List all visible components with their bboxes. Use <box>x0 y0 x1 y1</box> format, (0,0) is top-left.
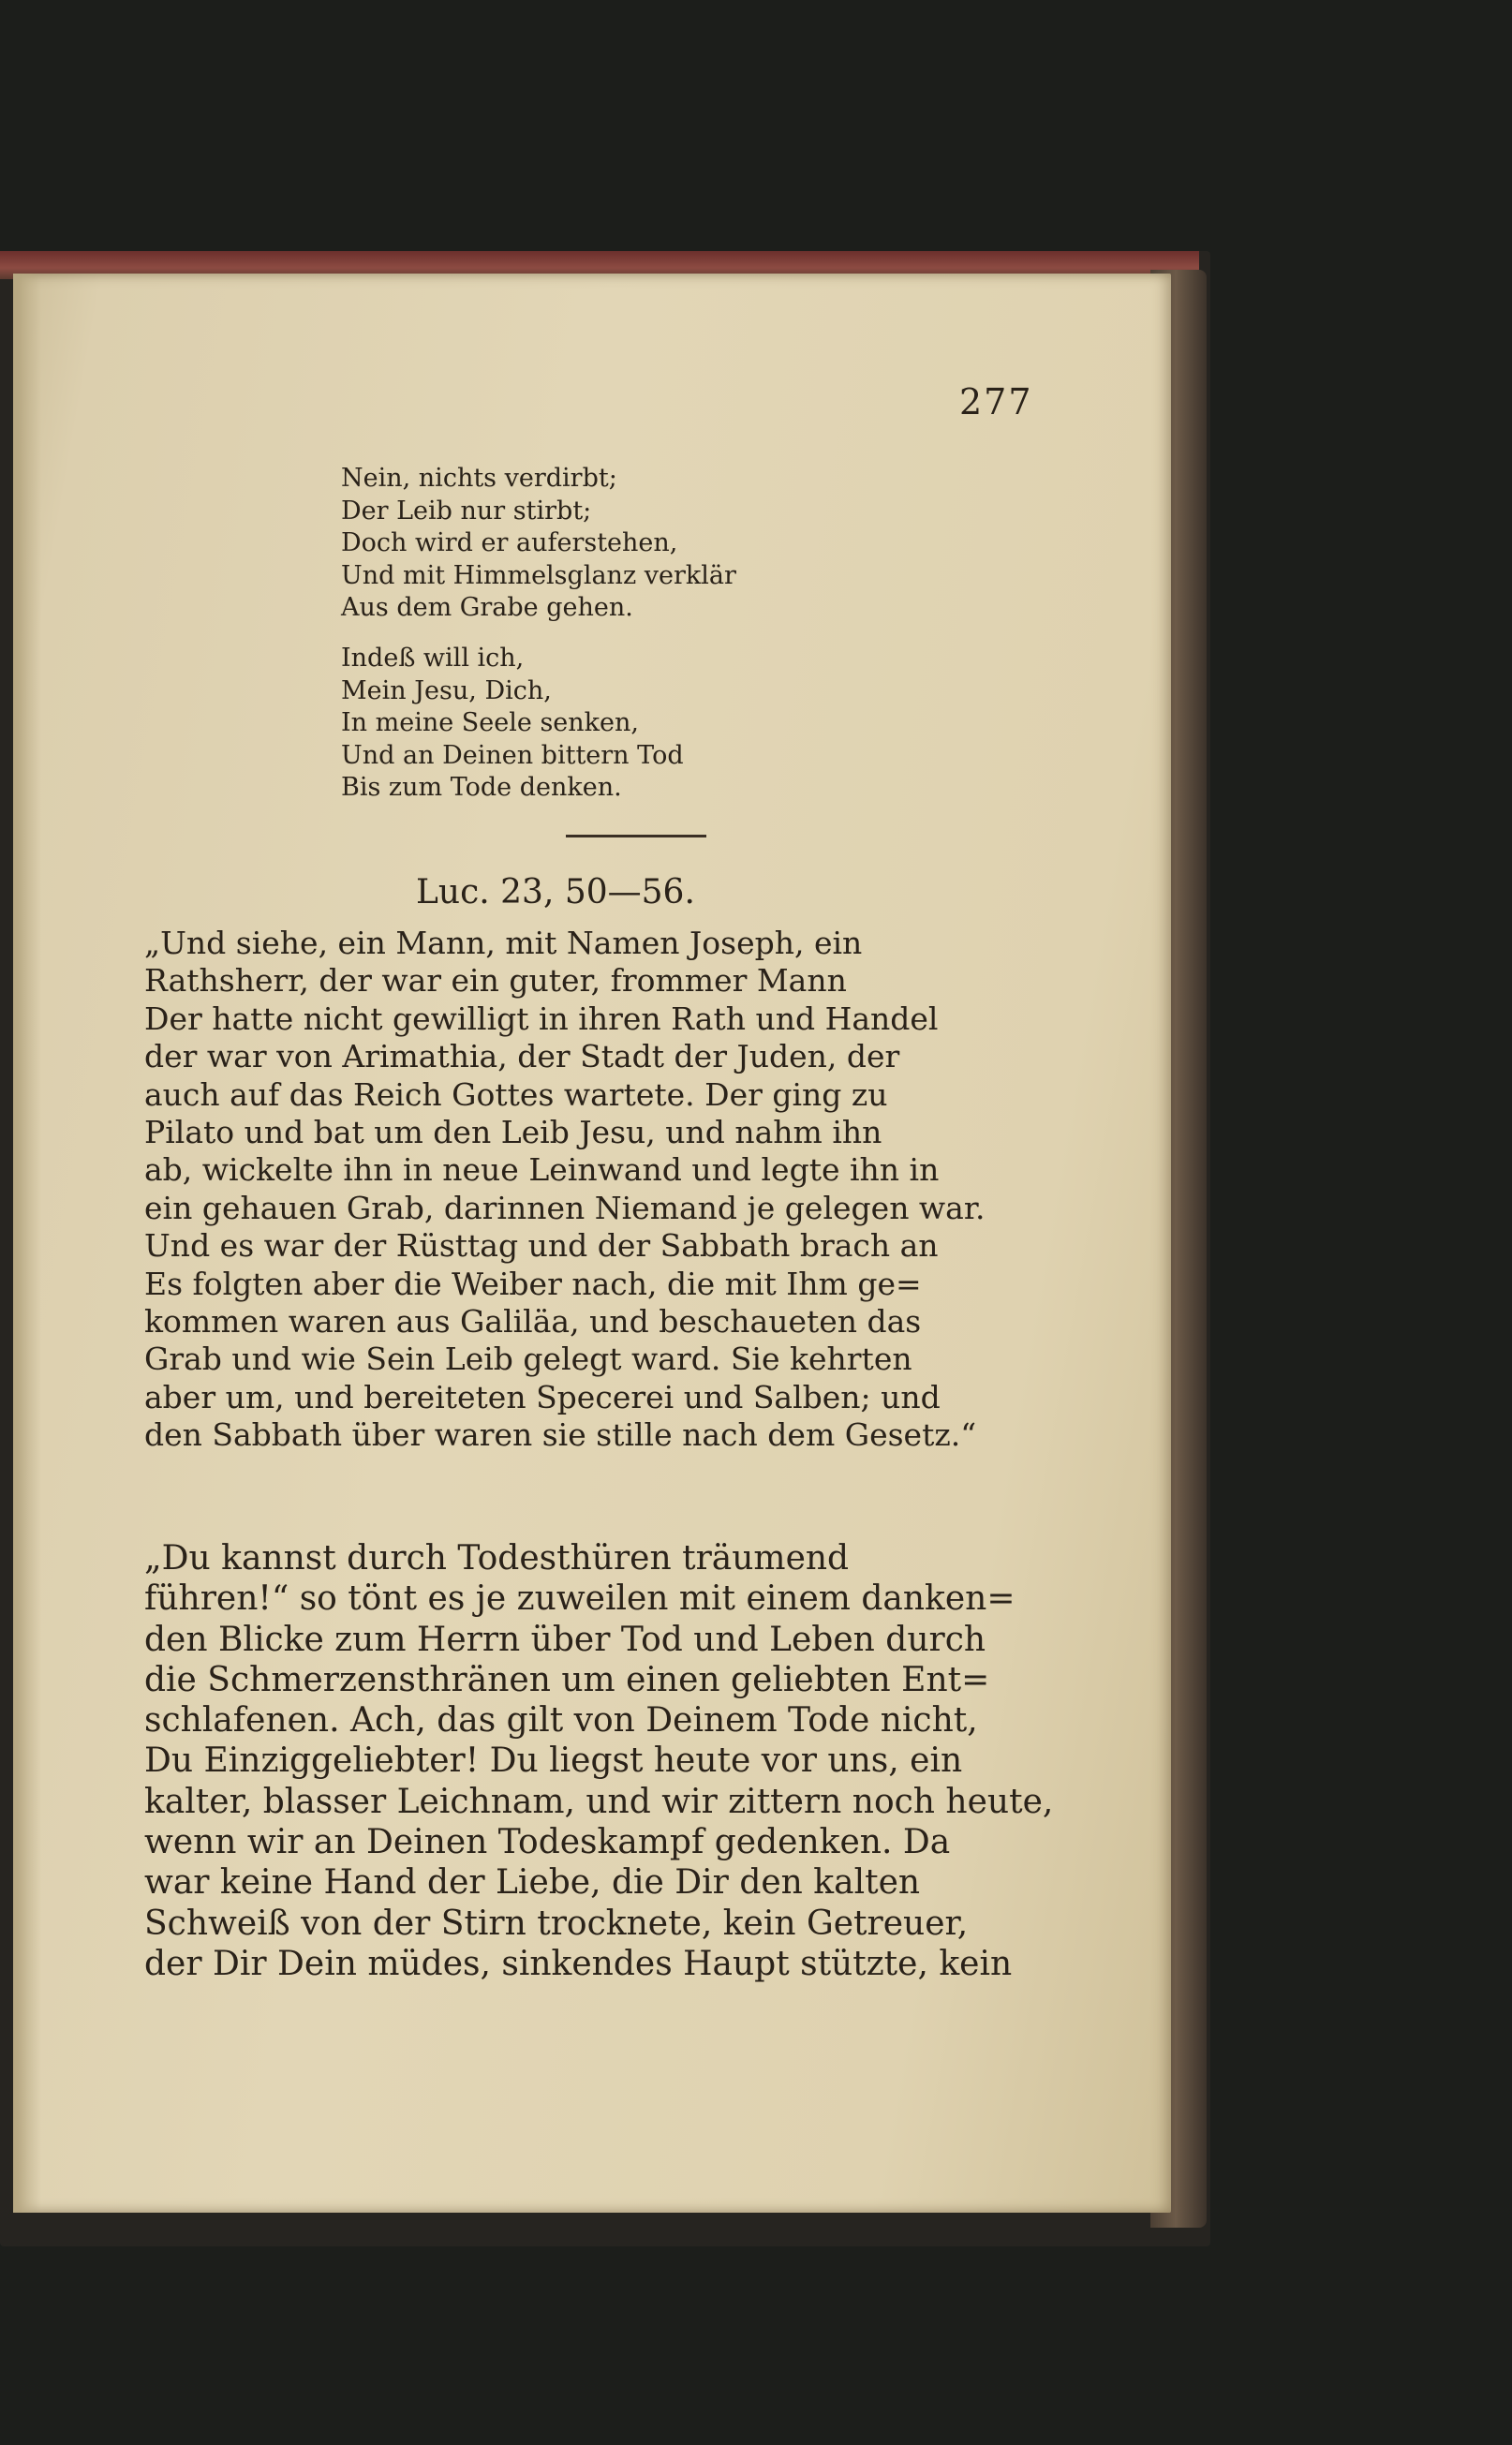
text-line: Grab und wie Sein Leib gelegt ward. Sie kehrten <box>144 1341 912 1378</box>
text-line: kommen waren aus Galiläa, und beschaueten das <box>144 1303 922 1341</box>
text-line: schlafenen. Ach, das gilt von Deinem Tode nicht, <box>144 1701 978 1741</box>
text-line: den Sabbath über waren sie stille nach dem Gesetz.“ <box>144 1416 977 1454</box>
text-line: „Du kannst durch Todesthüren träumend <box>144 1539 850 1578</box>
text-line: ein gehauen Grab, darinnen Niemand je gelegen war. <box>144 1189 986 1226</box>
text-line: Schweiß von der Stirn trocknete, kein Getreuer, <box>144 1904 969 1943</box>
text-line: den Blicke zum Herrn über Tod und Leben durch <box>144 1620 986 1659</box>
poem-stanza-1 <box>341 463 736 625</box>
poem-line: Nein, nichts verdirbt; <box>341 464 617 493</box>
text-line: kalter, blasser Leichnam, und wir zittern noch heute, <box>144 1782 1054 1821</box>
text-line: Pilato und bat um den Leib Jesu, und nahm ihn <box>144 1114 882 1151</box>
scripture-reference: Luc. 23, 50—56. <box>416 873 695 911</box>
text-line: wenn wir an Deinen Todeskampf gedenken. Da <box>144 1823 951 1862</box>
poem-line: Doch wird er auferstehen, <box>341 528 678 557</box>
section-divider <box>566 835 706 837</box>
text-line: Rathsherr, der war ein guter, frommer Mann <box>144 962 847 1000</box>
page-number: 277 <box>959 381 1033 422</box>
text-line: aber um, und bereiteten Specerei und Salben; und <box>144 1378 941 1415</box>
poem-line: Und an Deinen bittern Tod <box>341 740 684 770</box>
text-line: war keine Hand der Liebe, die Dir den kalten <box>144 1863 921 1903</box>
poem-line: Indeß will ich, <box>341 644 525 673</box>
poem-stanza-2 <box>341 643 684 805</box>
poem-line: Der Leib nur stirbt; <box>341 496 592 526</box>
poem-line: Bis zum Tode denken. <box>341 773 622 802</box>
text-line: ab, wickelte ihn in neue Leinwand und legte ihn in <box>144 1151 940 1189</box>
text-line: die Schmerzensthränen um einen geliebten Ent= <box>144 1660 990 1699</box>
book-page <box>13 274 1171 2213</box>
poem-line: Aus dem Grabe gehen. <box>341 593 633 622</box>
text-line: der Dir Dein müdes, sinkendes Haupt stützte, kein <box>144 1944 1013 1983</box>
text-line: der war von Arimathia, der Stadt der Juden, der <box>144 1038 900 1075</box>
text-line: führen!“ so tönt es je zuweilen mit einem danken= <box>144 1579 1015 1619</box>
scripture-text <box>144 925 986 1455</box>
text-line: Es folgten aber die Weiber nach, die mit Ihm ge= <box>144 1265 922 1302</box>
text-line: „Und siehe, ein Mann, mit Namen Joseph, ein <box>144 925 863 961</box>
text-line: Du Einziggeliebter! Du liegst heute vor uns, ein <box>144 1741 963 1781</box>
poem-line: Und mit Himmelsglanz verklär <box>341 560 736 590</box>
page-gutter <box>13 274 41 2213</box>
commentary-text <box>144 1538 1053 1984</box>
poem-line: In meine Seele senken, <box>341 708 639 737</box>
text-line: auch auf das Reich Gottes wartete. Der ging zu <box>144 1075 888 1113</box>
text-line: Und es war der Rüsttag und der Sabbath brach an <box>144 1227 939 1265</box>
poem-line: Mein Jesu, Dich, <box>341 675 552 705</box>
text-line: Der hatte nicht gewilligt in ihren Rath und Handel <box>144 1000 939 1037</box>
